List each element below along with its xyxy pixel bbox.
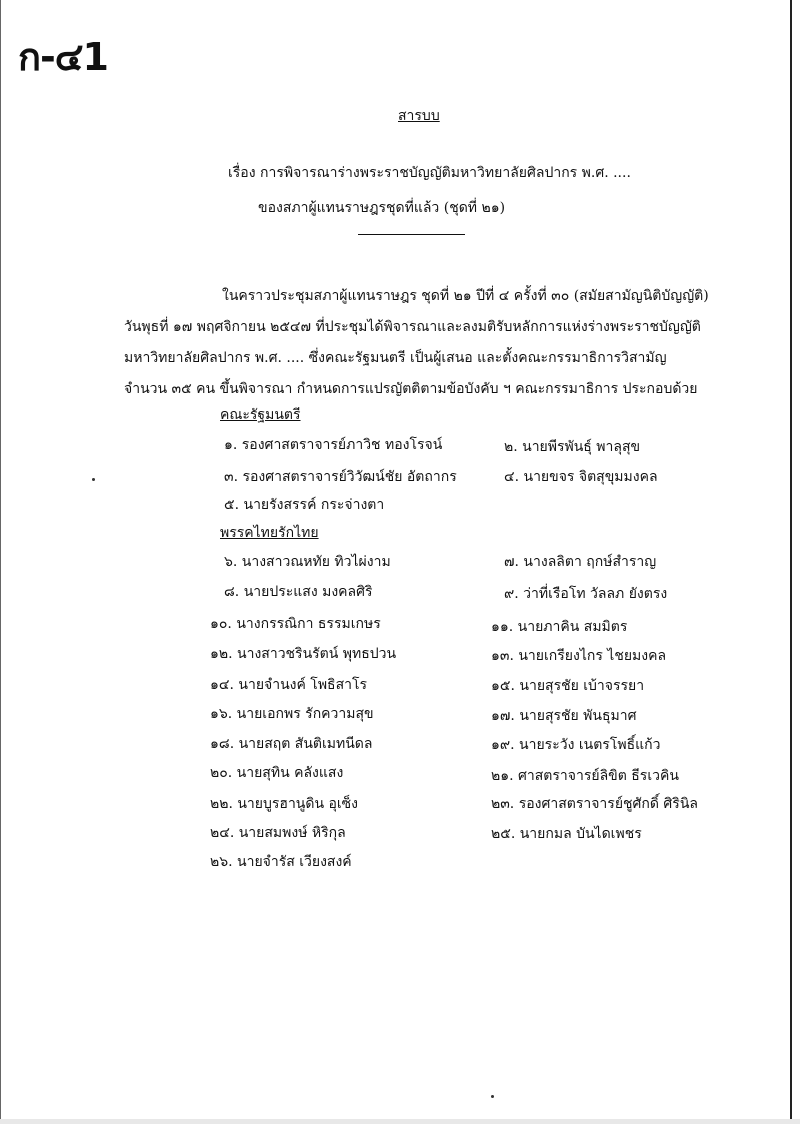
member-item: ๘. นายประแสง มงคลศิริ bbox=[224, 584, 373, 600]
member-item: ๑๒. นางสาวชรินรัตน์ พุทธปวน bbox=[210, 646, 397, 662]
member-item: ๒๒. นายบูรฮานูดิน อุเซ็ง bbox=[210, 796, 359, 812]
member-item: ๖. นางสาวณหทัย ทิวไผ่งาม bbox=[224, 554, 391, 570]
subject-line-1: เรื่อง การพิจารณาร่างพระราชบัญญัติมหาวิทยาลัยศิลปากร พ.ศ. .... bbox=[228, 165, 631, 181]
group-heading-party: พรรคไทยรักไทย bbox=[220, 525, 319, 541]
member-item: ๕. นายรังสรรค์ กระจ่างตา bbox=[224, 497, 385, 513]
scan-speck bbox=[92, 478, 95, 481]
member-item: ๑๖. นายเอกพร รักความสุข bbox=[210, 706, 374, 722]
member-item: ๑๙. นายระวัง เนตรโพธิ์แก้ว bbox=[491, 737, 661, 753]
member-item: ๔. นายขจร จิตสุขุมมงคล bbox=[504, 469, 658, 485]
member-item: ๓. รองศาสตราจารย์วิวัฒน์ชัย อัตถากร bbox=[224, 469, 457, 485]
member-item: ๒๔. นายสมพงษ์ หิริกุล bbox=[210, 825, 346, 841]
member-item: ๗. นางลลิตา ฤกษ์สำราญ bbox=[504, 554, 657, 570]
title-divider bbox=[358, 234, 465, 235]
document-title: สารบบ bbox=[398, 108, 440, 124]
member-item: ๒๑. ศาสตราจารย์ลิขิต ธีรเวคิน bbox=[491, 768, 679, 784]
subject-line-2: ของสภาผู้แทนราษฎรชุดที่แล้ว (ชุดที่ ๒๑) bbox=[258, 200, 506, 216]
member-item: ๒๕. นายกมล บันไดเพชร bbox=[491, 826, 642, 842]
member-item: ๑๘. นายสฤต สันติเมทนีดล bbox=[210, 736, 373, 752]
member-item: ๑๔. นายจำนงค์ โพธิสาโร bbox=[210, 677, 368, 693]
paragraph-line-2: วันพุธที่ ๑๗ พฤศจิกายน ๒๕๔๗ ที่ประชุมได้พิจารณาและลงมติรับหลักการแห่งร่างพระราชบัญญัติ bbox=[124, 319, 701, 335]
member-item: ๑. รองศาสตราจารย์ภาวิช ทองโรจน์ bbox=[224, 437, 443, 453]
member-item: ๑๕. นายสุรชัย เบ้าจรรยา bbox=[491, 678, 645, 694]
member-item: ๒๓. รองศาสตราจารย์ชูศักดิ์ ศิรินิล bbox=[491, 796, 698, 812]
paragraph-line-1: ในคราวประชุมสภาผู้แทนราษฎร ชุดที่ ๒๑ ปีที่ ๔ ครั้งที่ ๓๐ (สมัยสามัญนิติบัญญัติ) bbox=[222, 288, 709, 304]
page-edge-right bbox=[790, 0, 792, 1124]
member-item: ๙. ว่าที่เรือโท วัลลภ ยังตรง bbox=[504, 586, 668, 602]
member-item: ๑๐. นางกรรณิกา ธรรมเกษร bbox=[210, 616, 381, 632]
handwritten-reference-mark: ก-๔1 bbox=[18, 35, 108, 79]
page-edge-bottom bbox=[0, 1119, 800, 1124]
member-item: ๑๑. นายภาคิน สมมิตร bbox=[491, 619, 628, 635]
scan-speck bbox=[491, 1095, 494, 1098]
page-edge-left bbox=[0, 0, 1, 1124]
paragraph-line-4: จำนวน ๓๕ คน ขึ้นพิจารณา กำหนดการแปรญัตติตามข้อบังคับ ฯ คณะกรรมาธิการ ประกอบด้วย bbox=[124, 381, 698, 397]
member-item: ๒๖. นายจำรัส เวียงสงค์ bbox=[210, 854, 352, 870]
member-item: ๒๐. นายสุทิน คลังแสง bbox=[210, 765, 344, 781]
member-item: ๒. นายพีรพันธุ์ พาลุสุข bbox=[504, 439, 641, 455]
paragraph-line-3: มหาวิทยาลัยศิลปากร พ.ศ. .... ซึ่งคณะรัฐมนตรี เป็นผู้เสนอ และตั้งคณะกรรมาธิการวิสามัญ bbox=[124, 350, 667, 366]
group-heading-cabinet: คณะรัฐมนตรี bbox=[220, 407, 301, 423]
member-item: ๑๗. นายสุรชัย พันธุมาศ bbox=[491, 708, 637, 724]
member-item: ๑๓. นายเกรียงไกร ไชยมงคล bbox=[491, 648, 667, 664]
